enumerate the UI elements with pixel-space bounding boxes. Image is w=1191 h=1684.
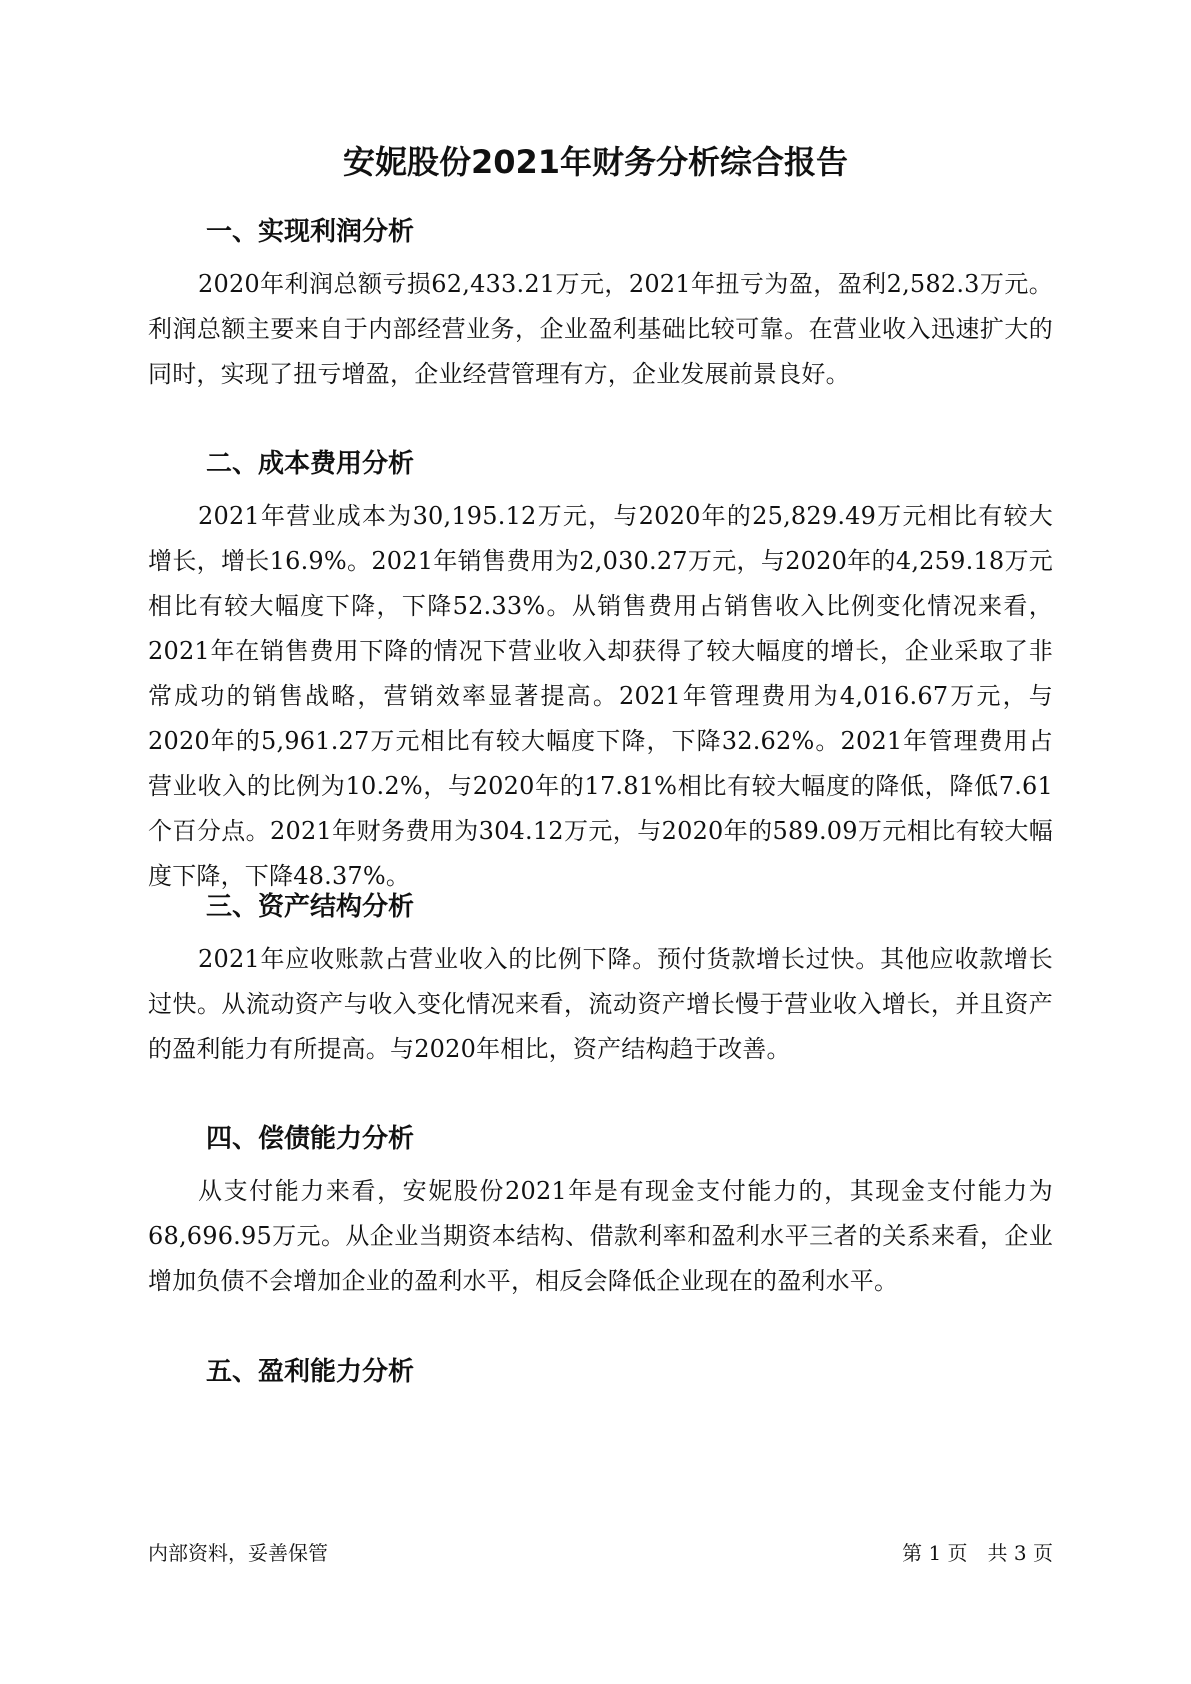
section-profit — [148, 212, 1053, 397]
section-assets — [148, 887, 1053, 1072]
section-body: 2021年营业成本为30,195.12万元，与2020年的25,829.49万元相比有较大增长，增长16.9%。2021年销售费用为2,030.27万元，与2020年的4,259.18万元相比有较大幅度下降，下降52.33%。从销售费用占销售收入比例变化情况来看，2021年在销售费用下降的情况下营业收入却获得了较大幅度的增长，企业采取了非常成功的销售战略，营销效率显著提高。2021年管理费用为4,016.67万元，与2020年的5,961.27万元相比有较大幅度下降，下降32.62%。2021年管理费用占营业收入的比例为10.2%，与2020年的17.81%相比有较大幅度的降低，降低7.61个百分点。2021年财务费用为304.12万元，与2020年的589.09万元相比有较大幅度下降，下降48.37%。 — [148, 502, 1053, 890]
section-body: 从支付能力来看，安妮股份2021年是有现金支付能力的，其现金支付能力为68,696.95万元。从企业当期资本结构、借款利率和盈利水平三者的关系来看，企业增加负债不会增加企业的盈利水平，相反会降低企业现在的盈利水平。 — [148, 1177, 1053, 1295]
section-body: 2020年利润总额亏损62,433.21万元，2021年扭亏为盈，盈利2,582.3万元。利润总额主要来自于内部经营业务，企业盈利基础比较可靠。在营业收入迅速扩大的同时，实现了扭亏增盈，企业经营管理有方，企业发展前景良好。 — [148, 270, 1053, 388]
section-cost — [148, 444, 1053, 899]
section-heading: 五、盈利能力分析 — [206, 1357, 415, 1387]
section-solvency — [148, 1119, 1053, 1304]
section-heading: 四、偿债能力分析 — [206, 1124, 415, 1154]
section-profitability — [148, 1352, 1053, 1402]
footer-confidential-note: 内部资料，妥善保管 — [148, 1541, 328, 1565]
section-heading: 一、实现利润分析 — [206, 217, 415, 247]
section-body: 2021年应收账款占营业收入的比例下降。预付货款增长过快。其他应收款增长过快。从流动资产与收入变化情况来看，流动资产增长慢于营业收入增长，并且资产的盈利能力有所提高。与2020年相比，资产结构趋于改善。 — [148, 945, 1053, 1063]
section-heading: 二、成本费用分析 — [206, 449, 415, 479]
section-heading: 三、资产结构分析 — [206, 892, 415, 922]
page-footer — [148, 1538, 1053, 1568]
page-title: 安妮股份2021年财务分析综合报告 — [342, 143, 849, 181]
footer-page-number: 第 1 页 共 3 页 — [902, 1541, 1053, 1565]
